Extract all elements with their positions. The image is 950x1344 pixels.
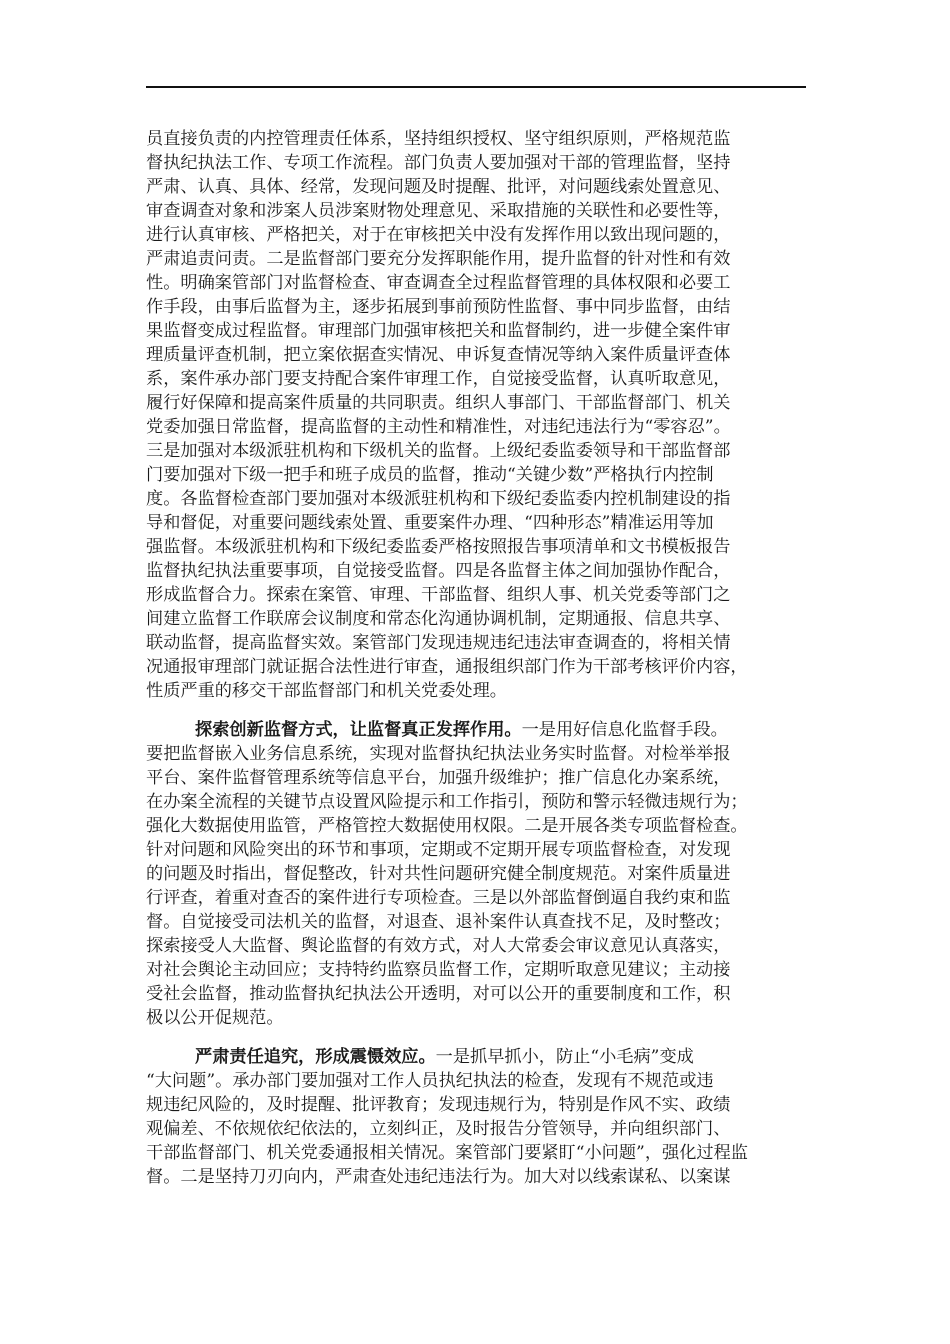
text-line: 三是加强对本级派驻机构和下级机关的监督。上级纪委监委领导和干部监督部 xyxy=(146,441,731,461)
text-line: 作手段，由事后监督为主，逐步拓展到事前预防性监督、事中同步监督，由结 xyxy=(146,297,731,317)
paragraph-heading: 探索创新监督方式，让监督真正发挥作用。 xyxy=(195,720,522,740)
text-line: 对社会舆论主动回应；支持特约监察员监督工作，定期听取意见建议；主动接 xyxy=(146,960,731,980)
paragraph-2 xyxy=(146,718,806,1030)
text-line: 要把监督嵌入业务信息系统，实现对监督执纪执法业务实时监督。对检举举报 xyxy=(146,744,731,764)
text-line: 系，案件承办部门要支持配合案件审理工作，自觉接受监督，认真听取意见， xyxy=(146,369,731,389)
text-line: 干部监督部门、机关党委通报相关情况。案管部门要紧盯“小问题”，强化过程监 xyxy=(146,1143,748,1163)
text-line: 性。明确案管部门对监督检查、审查调查全过程监督管理的具体权限和必要工 xyxy=(146,273,731,293)
text-line: 形成监督合力。探索在案管、审理、干部监督、组织人事、机关党委等部门之 xyxy=(146,585,731,605)
text-line: 监督执纪执法重要事项，自觉接受监督。四是各监督主体之间加强协作配合， xyxy=(146,561,731,581)
text-line: 导和督促，对重要问题线索处置、重要案件办理、“四种形态”精准运用等加 xyxy=(146,513,714,533)
document-body xyxy=(146,127,806,1189)
text-line: 督。二是坚持刀刃向内，严肃查处违纪违法行为。加大对以线索谋私、以案谋 xyxy=(146,1167,731,1187)
text-line: 果监督变成过程监督。审理部门加强审核把关和监督制约，进一步健全案件审 xyxy=(146,321,731,341)
text-fragment: 一是抓早抓小，防止“小毛病”变成 xyxy=(435,1047,694,1067)
paragraph-3 xyxy=(146,1045,806,1189)
text-line: 门要加强对下级一把手和班子成员的监督，推动“关键少数”严格执行内控制 xyxy=(146,465,714,485)
text-line: 况通报审理部门就证据合法性进行审查，通报组织部门作为干部考核评价内容， xyxy=(146,657,748,677)
text-line: 的问题及时指出，督促整改，针对共性问题研究健全制度规范。对案件质量进 xyxy=(146,864,731,884)
text-line: 度。各监督检查部门要加强对本级派驻机构和下级纪委监委内控机制建设的指 xyxy=(146,489,731,509)
text-line: 受社会监督，推动监督执纪执法公开透明，对可以公开的重要制度和工作，积 xyxy=(146,984,731,1004)
header-rule xyxy=(146,86,806,88)
text-fragment: 一是用好信息化监督手段。 xyxy=(521,720,728,740)
paragraph-heading: 严肃责任追究，形成震慑效应。 xyxy=(195,1047,436,1067)
text-line: 强化大数据使用监管，严格管控大数据使用权限。二是开展各类专项监督检查。 xyxy=(146,816,748,836)
text-line: 间建立监督工作联席会议制度和常态化沟通协调机制，定期通报、信息共享、 xyxy=(146,609,731,629)
text-line: 履行好保障和提高案件质量的共同职责。组织人事部门、干部监督部门、机关 xyxy=(146,393,731,413)
text-line: 理质量评查机制，把立案依据查实情况、申诉复查情况等纳入案件质量评查体 xyxy=(146,345,731,365)
text-line: 平台、案件监督管理系统等信息平台，加强升级维护；推广信息化办案系统， xyxy=(146,768,731,788)
text-line: “大问题”。承办部门要加强对工作人员执纪执法的检查，发现有不规范或违 xyxy=(146,1071,714,1091)
text-line: 在办案全流程的关键节点设置风险提示和工作指引，预防和警示轻微违规行为； xyxy=(146,792,748,812)
text-line: 探索接受人大监督、舆论监督的有效方式，对人大常委会审议意见认真落实， xyxy=(146,936,731,956)
text-line: 强监督。本级派驻机构和下级纪委监委严格按照报告事项清单和文书模板报告 xyxy=(146,537,731,557)
text-line: 审查调查对象和涉案人员涉案财物处理意见、采取措施的关联性和必要性等， xyxy=(146,201,731,221)
text-line: 进行认真审核、严格把关，对于在审核把关中没有发挥作用以致出现问题的， xyxy=(146,225,731,245)
text-line: 员直接负责的内控管理责任体系，坚持组织授权、坚守组织原则，严格规范监 xyxy=(146,129,731,149)
text-line xyxy=(146,718,806,742)
text-line: 极以公开促规范。 xyxy=(146,1008,284,1028)
text-line xyxy=(146,1045,806,1069)
text-line: 党委加强日常监督，提高监督的主动性和精准性，对违纪违法行为“零容忍”。 xyxy=(146,417,731,437)
text-line: 规违纪风险的，及时提醒、批评教育；发现违规行为，特别是作风不实、政绩 xyxy=(146,1095,731,1115)
text-line: 针对问题和风险突出的环节和事项，定期或不定期开展专项监督检查，对发现 xyxy=(146,840,731,860)
text-line: 观偏差、不依规依纪依法的，立刻纠正，及时报告分管领导，并向组织部门、 xyxy=(146,1119,731,1139)
text-line: 性质严重的移交干部监督部门和机关党委处理。 xyxy=(146,681,507,701)
text-line: 联动监督，提高监督实效。案管部门发现违规违纪违法审查调查的，将相关情 xyxy=(146,633,731,653)
paragraph-1 xyxy=(146,127,806,703)
text-line: 严肃追责问责。二是监督部门要充分发挥职能作用，提升监督的针对性和有效 xyxy=(146,249,731,269)
text-line: 督。自觉接受司法机关的监督，对退查、退补案件认真查找不足，及时整改； xyxy=(146,912,731,932)
text-line: 行评查，着重对查否的案件进行专项检查。三是以外部监督倒逼自我约束和监 xyxy=(146,888,731,908)
text-line: 督执纪执法工作、专项工作流程。部门负责人要加强对干部的管理监督，坚持 xyxy=(146,153,731,173)
text-line: 严肃、认真、具体、经常，发现问题及时提醒、批评，对问题线索处置意见、 xyxy=(146,177,731,197)
